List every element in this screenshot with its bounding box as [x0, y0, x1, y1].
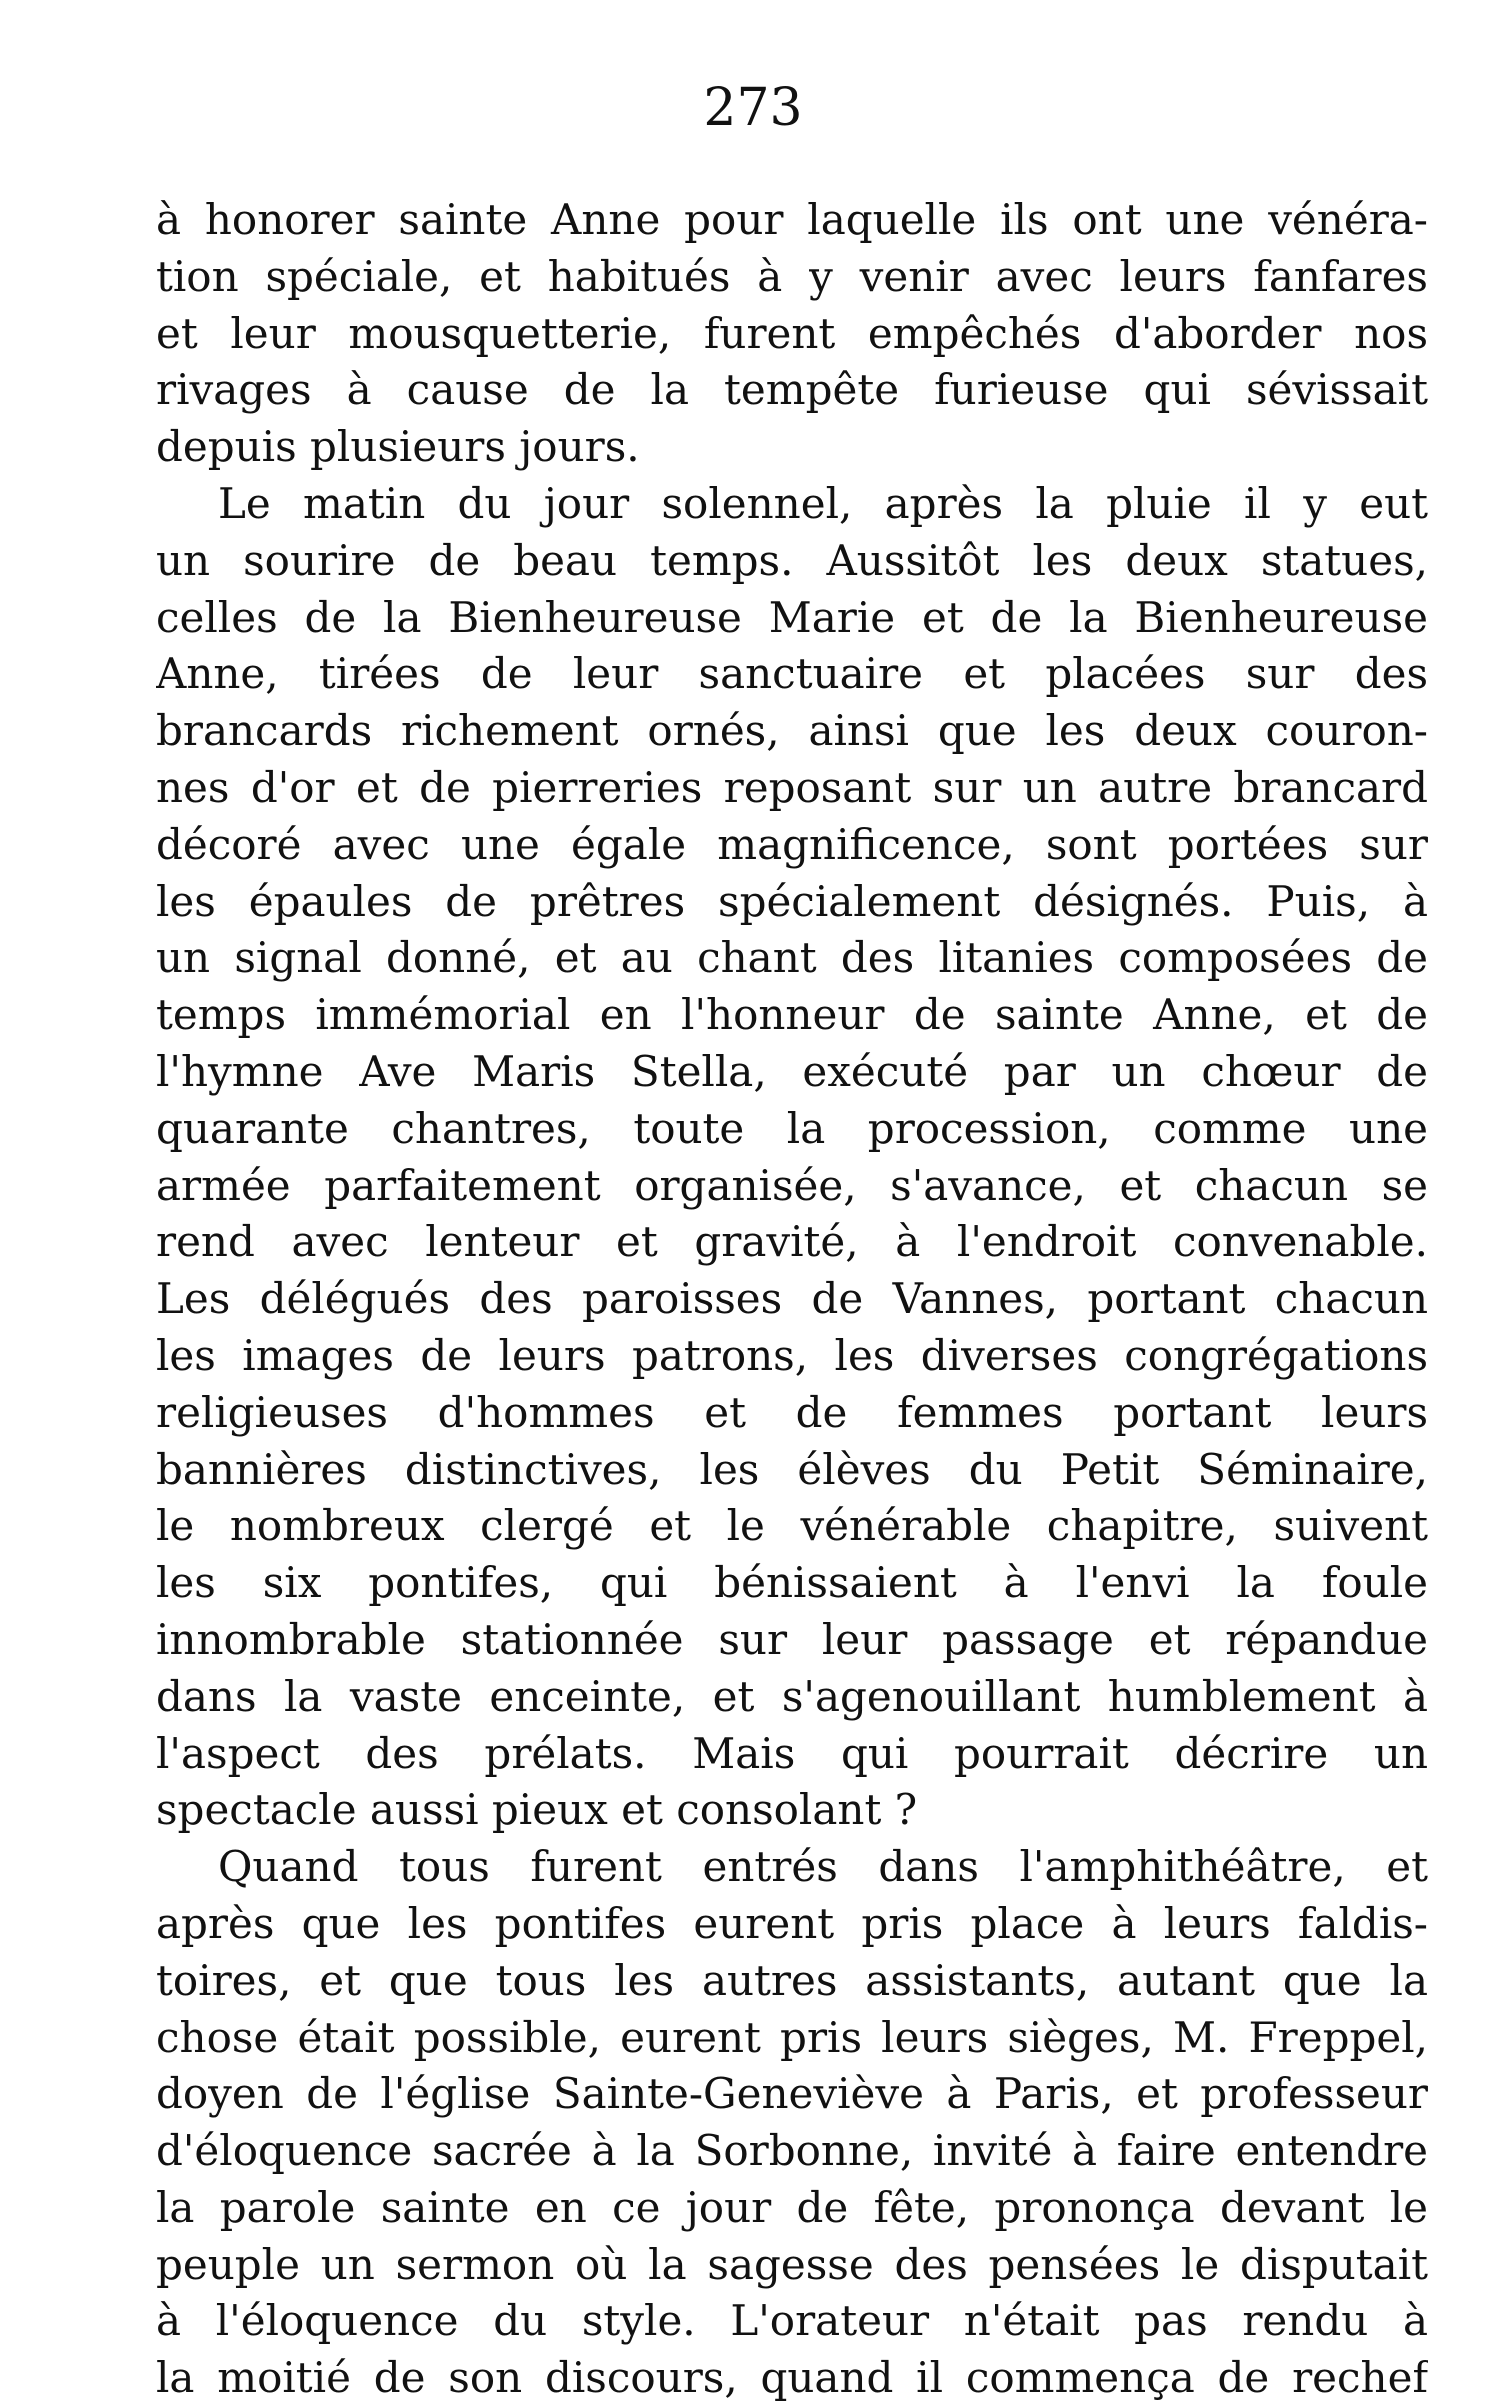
text-line: la moitié de son discours, quand il commença de rechef	[156, 2353, 1428, 2403]
text-line: un sourire de beau temps. Aussitôt les deux statues,	[156, 535, 1428, 585]
text-line: celles de la Bienheureuse Marie et de la Bienheureuse	[156, 592, 1428, 642]
text-line: l'hymne Ave Maris Stella, exécuté par un chœur de	[156, 1046, 1428, 1096]
text-line: un signal donné, et au chant des litanies composées de	[156, 933, 1428, 983]
text-line: chose était possible, eurent pris leurs sièges, M. Freppel,	[156, 2012, 1428, 2062]
text-line: Le matin du jour solennel, après la pluie il y eut	[218, 478, 1428, 528]
text-line: tion spéciale, et habitués à y venir avec leurs fanfares	[156, 251, 1428, 301]
text-line: rivages à cause de la tempête furieuse qui sévissait	[156, 365, 1428, 415]
text-line: spectacle aussi pieux et consolant ?	[156, 1785, 918, 1835]
text-line: toires, et que tous les autres assistants, autant que la	[156, 1955, 1428, 2005]
text-line: le nombreux clergé et le vénérable chapitre, suivent	[156, 1501, 1428, 1551]
text-line: dans la vaste enceinte, et s'agenouillant humblement à	[156, 1671, 1428, 1721]
text-line: brancards richement ornés, ainsi que les deux couron-	[156, 706, 1428, 756]
text-line: décoré avec une égale magnificence, sont portées sur	[156, 819, 1428, 869]
text-body	[156, 192, 1428, 2407]
text-line: quarante chantres, toute la procession, comme une	[156, 1103, 1428, 1153]
text-line: Les délégués des paroisses de Vannes, portant chacun	[156, 1274, 1428, 1324]
text-line: après que les pontifes eurent pris place à leurs faldis-	[156, 1898, 1428, 1948]
text-line: Quand tous furent entrés dans l'amphithéâtre, et	[218, 1842, 1428, 1892]
text-line: depuis plusieurs jours.	[156, 422, 640, 472]
text-line: peuple un sermon où la sagesse des pensées le disputait	[156, 2239, 1428, 2289]
text-line: bannières distinctives, les élèves du Petit Séminaire,	[156, 1444, 1428, 1494]
text-line: à honorer sainte Anne pour laquelle ils ont une vénéra-	[156, 195, 1428, 244]
text-line: Anne, tirées de leur sanctuaire et placées sur des	[156, 649, 1428, 699]
text-line: religieuses d'hommes et de femmes portant leurs	[156, 1387, 1428, 1437]
text-line: la parole sainte en ce jour de fête, prononça devant le	[156, 2182, 1428, 2232]
page-number: 273	[703, 78, 803, 138]
text-line: innombrable stationnée sur leur passage et répandue	[156, 1614, 1428, 1664]
text-line: temps immémorial en l'honneur de sainte Anne, et de	[156, 990, 1428, 1040]
text-line: les images de leurs patrons, les diverses congrégations	[156, 1330, 1428, 1380]
text-line: l'aspect des prélats. Mais qui pourrait décrire un	[156, 1728, 1428, 1778]
text-line: rend avec lenteur et gravité, à l'endroit convenable.	[156, 1217, 1428, 1267]
text-line: et leur mousquetterie, furent empêchés d'aborder nos	[156, 308, 1428, 358]
text-line: nes d'or et de pierreries reposant sur un autre brancard	[156, 762, 1428, 812]
text-line: à l'éloquence du style. L'orateur n'était pas rendu à	[156, 2296, 1428, 2346]
text-line: armée parfaitement organisée, s'avance, et chacun se	[156, 1160, 1428, 1210]
text-line: d'éloquence sacrée à la Sorbonne, invité à faire entendre	[156, 2126, 1428, 2176]
text-line: doyen de l'église Sainte-Geneviève à Paris, et professeur	[156, 2069, 1428, 2119]
text-line: les épaules de prêtres spécialement désignés. Puis, à	[156, 876, 1428, 926]
text-line: les six pontifes, qui bénissaient à l'envi la foule	[156, 1558, 1428, 1608]
